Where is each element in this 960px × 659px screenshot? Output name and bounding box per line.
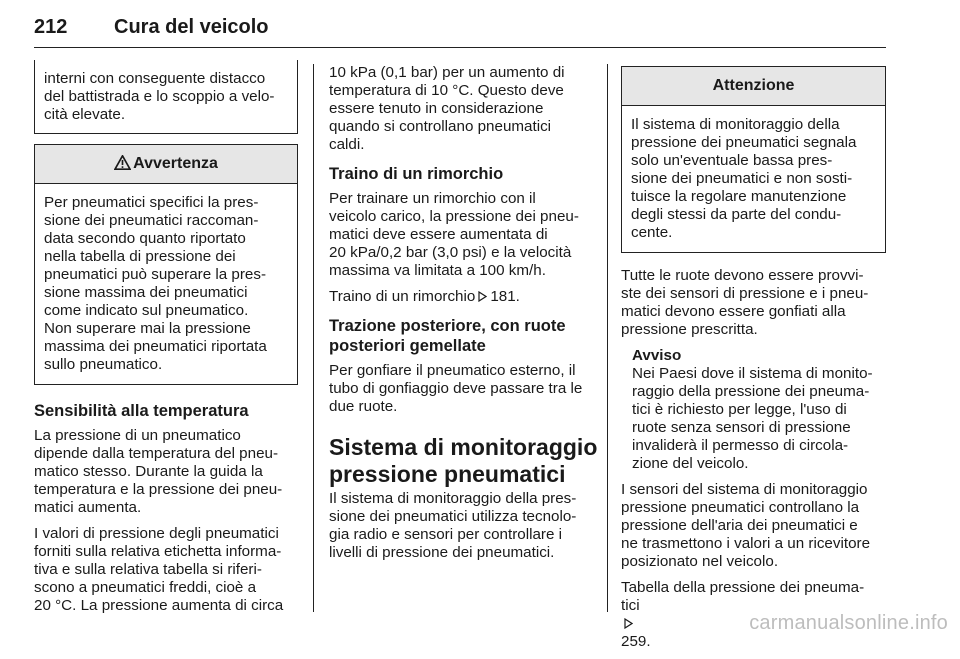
column-divider-2 <box>607 64 608 612</box>
pressure-table-reference: Tabella della pressione dei pneuma- tici 259. <box>621 579 886 651</box>
caution-text: Il sistema di monitoraggio della pressione dei pneumatici segnala solo un'eventuale bassa pres- sione dei pneumatici e non sosti- tuisce la regolare manutenzione degli stessi da parte del condu- cente. <box>631 116 857 241</box>
caution-box <box>621 66 886 253</box>
trailer-paragraph: Per trainare un rimorchio con il veicolo carico, la pressione dei pneu- matici deve essere aumentata di 20 kPa/0,2 bar (3,0 psi) e la velocità massima va limitata a 100 km/h. <box>329 190 579 279</box>
page-reference-icon <box>624 618 633 629</box>
column-3 <box>621 66 886 659</box>
trailer-reference-page[interactable]: 181. <box>490 288 520 305</box>
sensors-transmit-paragraph: I sensori del sistema di monitoraggio pressione pneumatici controllano la pressione dell'aria dei pneumatici e ne trasmettono i valori a un ricevitore posizionato nel veicolo. <box>621 481 871 570</box>
warning-triangle-icon <box>114 155 131 170</box>
temperature-heading: Sensibilità alla temperatura <box>34 402 249 420</box>
watermark: carmanualsonline.info <box>749 612 948 634</box>
rear-dual-wheels-heading: Trazione posteriore, con ruote posteriori gemellate <box>329 317 566 355</box>
warning-title: Avvertenza <box>133 155 218 172</box>
warning-text: Per pneumatici specifici la pres- sione dei pneumatici raccoman- data secondo quanto riportato nella tabella di pressione dei pneumatici può superare la pres- sione massima dei pneumatici come indicato sul pneumatico. Non superare mai la pressione massima dei pneumatici riportata sullo pneumatico. <box>44 194 267 373</box>
note-block: Avviso Nei Paesi dove il sistema di monito- raggio della pressione dei pneuma- tici è richiesto per legge, l'uso di ruote senza sensori di pressione invaliderà il permesso di circola- zione del veicolo. <box>621 347 886 473</box>
tpms-heading: Sistema di monitoraggio pressione pneumatici <box>329 434 598 487</box>
temperature-paragraph-2: I valori di pressione degli pneumatici forniti sulla relativa etichetta informa- tiva e sulla relativa tabella si riferi- scono a pneumatici freddi, cioè a 20 °C. La pressione aumenta di circa <box>34 525 284 614</box>
caution-header: Attenzione <box>622 67 885 106</box>
warning-header <box>35 145 297 184</box>
page-header <box>34 6 886 48</box>
tpms-paragraph: Il sistema di monitoraggio della pres- sione dei pneumatici utilizza tecnolo- gia radio e sensori per controllare i livelli di pressione dei pneumatici. <box>329 490 577 561</box>
continuation-box <box>34 60 298 134</box>
column-divider-1 <box>313 64 314 612</box>
temperature-paragraph-1: La pressione di un pneumatico dipende dalla temperatura del pneu- matico stesso. Durante la guida la temperatura e la pressione dei pneu- matici aumenta. <box>34 427 283 516</box>
section-title: Cura del veicolo <box>114 16 269 38</box>
column-1 <box>34 60 298 623</box>
header-rule <box>34 47 886 48</box>
warning-box <box>34 144 298 385</box>
sensors-paragraph: Tutte le ruote devono essere provvi- ste dei sensori di pressione e i pneu- matici devono essere gonfiati alla pressione prescritta. <box>621 267 869 338</box>
continuation-paragraph: 10 kPa (0,1 bar) per un aumento di temperatura di 10 °C. Questo deve essere tenuto in considerazione quando si controllano pneumatici caldi. <box>329 64 565 153</box>
pressure-table-reference-page[interactable]: 259. <box>621 633 651 650</box>
continuation-text: interni con conseguente distacco del battistrada e lo scoppio a velo- cità elevate. <box>44 70 275 123</box>
trailer-heading: Traino di un rimorchio <box>329 165 504 183</box>
trailer-reference: Traino di un rimorchio 181. <box>329 288 520 305</box>
rear-dual-wheels-paragraph: Per gonfiare il pneumatico esterno, il tubo di gonfiaggio deve passare tra le due ruote. <box>329 362 583 415</box>
column-2 <box>329 64 598 570</box>
page-number: 212 <box>34 16 68 38</box>
page-reference-icon <box>478 291 487 302</box>
note-title: Avviso <box>632 347 682 364</box>
